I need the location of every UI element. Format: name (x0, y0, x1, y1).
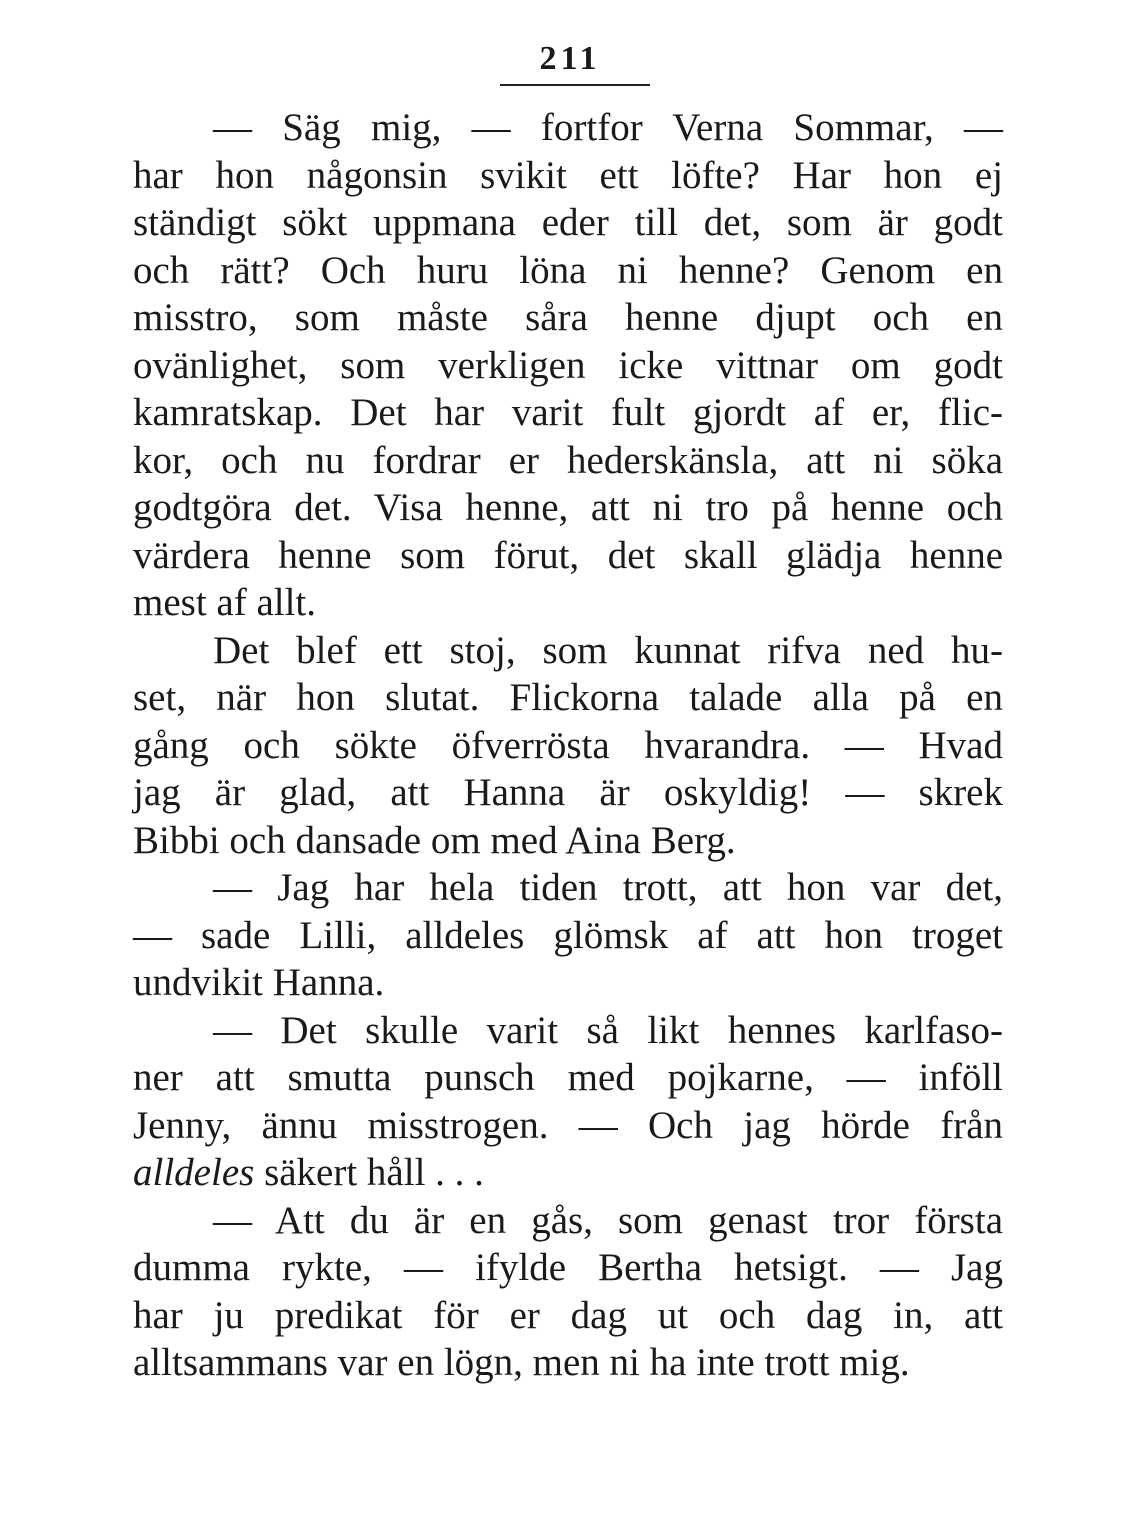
text-line: Bibbi och dansade om med Aina Berg. (133, 818, 736, 862)
text-line: Det blef ett stoj, som kunnat rifva ned hu- (213, 628, 1003, 672)
page-number: 211 (539, 40, 601, 77)
paragraph-4 (133, 1007, 1003, 1197)
paragraph-3 (133, 864, 1003, 1007)
paragraph-5 (133, 1197, 1003, 1387)
text-line: — Säg mig, — fortfor Verna Sommar, — (213, 106, 1003, 149)
text-line: — Att du är en gås, som genast tror första (213, 1198, 1003, 1242)
text-line: — Det skulle varit så likt hennes karlfaso- (213, 1008, 1003, 1052)
text-line: gång och sökte öfverrösta hvarandra. — Hvad (133, 723, 1003, 767)
text-line (133, 1149, 1003, 1197)
text-line: misstro, som måste såra henne djupt och en (133, 296, 1003, 339)
paragraph-1 (133, 104, 1003, 627)
text-line: Jenny, ännu misstrogen. — Och jag hörde från (133, 1103, 1003, 1147)
text-line: alltsammans var en lögn, men ni ha inte trott mig. (133, 1341, 910, 1384)
text-line: — sade Lilli, alldeles glömsk af att hon troget (133, 913, 1003, 957)
body-text (133, 104, 1003, 1387)
paragraph-2 (133, 627, 1003, 865)
text-line: — Jag har hela tiden trott, att hon var det, (213, 866, 1003, 909)
text-line: ner att smutta punsch med pojkarne, — inföll (133, 1056, 1003, 1099)
text-line: set, när hon slutat. Flickorna talade alla på en (133, 676, 1003, 719)
text-line: har ju predikat för er dag ut och dag in, att (133, 1293, 1003, 1337)
line-rest: säkert håll . . . (254, 1151, 484, 1194)
text-line: jag är glad, att Hanna är oskyldig! — skrek (133, 771, 1003, 814)
text-line: mest af allt. (133, 581, 317, 624)
text-line: godtgöra det. Visa henne, att ni tro på henne och (133, 486, 1003, 529)
text-line: har hon någonsin svikit ett löfte? Har hon ej (133, 153, 1003, 197)
header-rule (500, 84, 650, 86)
text-line: dumma rykte, — ifylde Bertha hetsigt. — Jag (133, 1246, 1003, 1289)
text-line: kor, och nu fordrar er hederskänsla, att ni söka (133, 438, 1003, 482)
text-line: ovänlighet, som verkligen icke vittnar om godt (133, 343, 1003, 387)
italic-emphasis: alldeles (133, 1151, 255, 1194)
text-line: undvikit Hanna. (133, 961, 385, 1004)
text-line: kamratskap. Det har varit fult gjordt af er, flic- (133, 391, 1003, 434)
text-line: värdera henne som förut, det skall glädja henne (133, 533, 1003, 577)
text-line: ständigt sökt uppmana eder till det, som är godt (133, 201, 1003, 244)
text-line: och rätt? Och huru löna ni henne? Genom en (133, 248, 1003, 292)
